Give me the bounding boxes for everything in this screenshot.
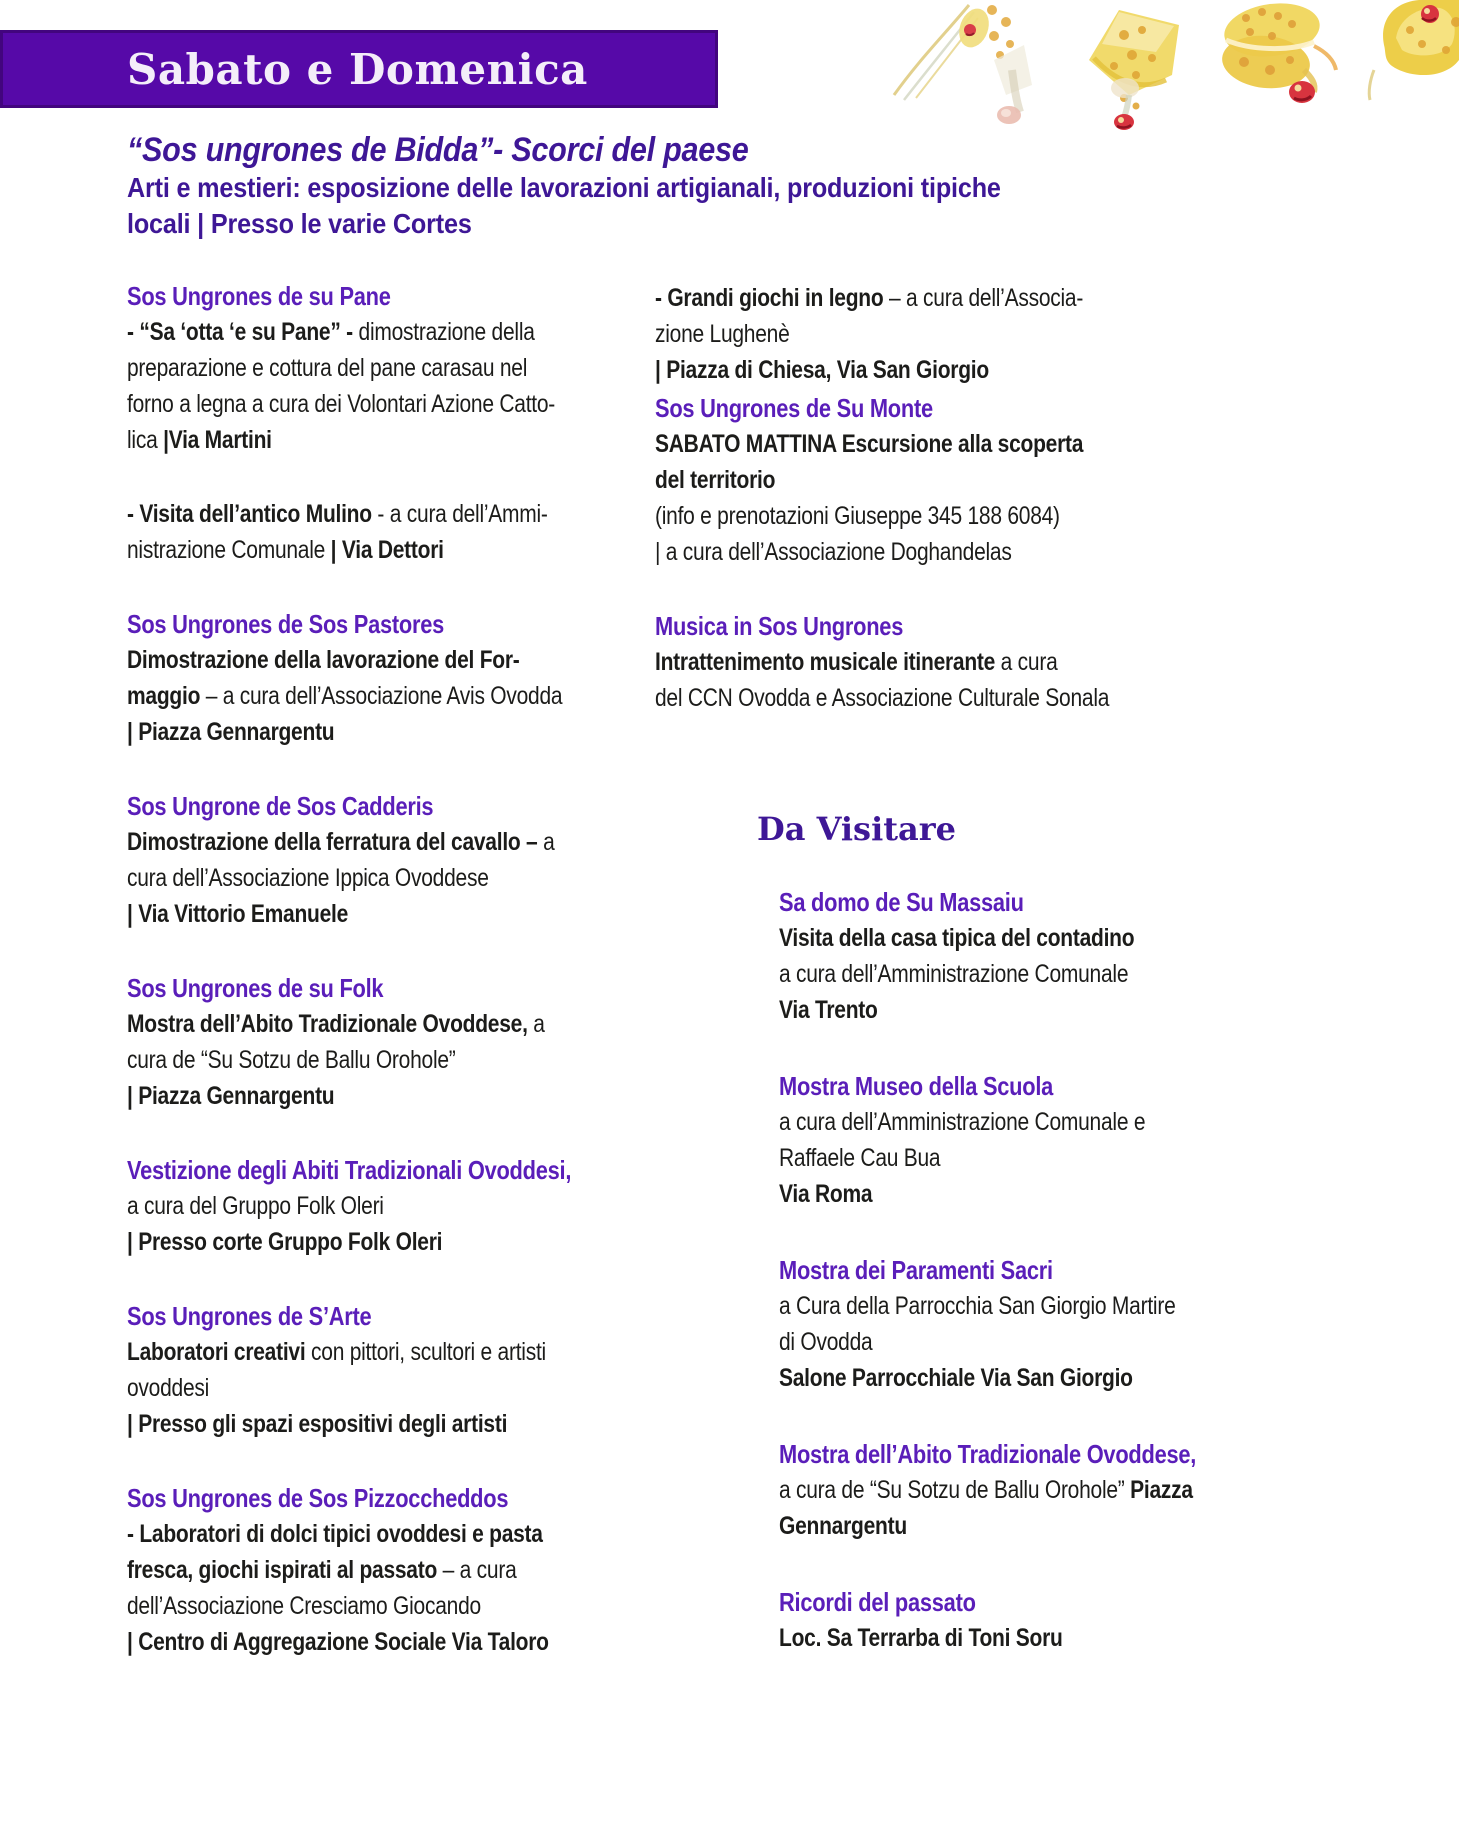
event-section: [779, 1068, 1196, 1212]
section-line: Intrattenimento musicale itinerante a cura: [655, 648, 1058, 676]
section-line: a cura del Gruppo Folk Oleri: [127, 1192, 384, 1220]
section-line: Laboratori creativi con pittori, scultori e artisti: [127, 1338, 546, 1366]
section-heading: Sos Ungrones de Sos Pizzoccheddos: [127, 1483, 509, 1513]
section-line: - Laboratori di dolci tipici ovoddesi e pasta: [127, 1520, 543, 1548]
section-heading: Sos Ungrones de su Pane: [127, 281, 391, 311]
event-section: [127, 496, 571, 568]
section-line: Raffaele Cau Bua: [779, 1144, 941, 1172]
section-heading: Sos Ungrones de Sos Pastores: [127, 609, 445, 639]
right-column: [655, 280, 1109, 754]
intro-subtitle-line2: locali | Presso le varie Cortes: [127, 208, 472, 239]
section-line: a Cura della Parrocchia San Giorgio Martire: [779, 1292, 1176, 1320]
event-section: [127, 1298, 571, 1442]
section-line: del CCN Ovodda e Associazione Culturale Sonala: [655, 684, 1110, 712]
section-line: a cura de “Su Sotzu de Ballu Orohole” Piazza: [779, 1476, 1193, 1504]
section-line: cura dell’Associazione Ippica Ovoddese: [127, 864, 489, 892]
section-line: | Presso gli spazi espositivi degli artisti: [127, 1410, 508, 1438]
section-line: di Ovodda: [779, 1328, 873, 1356]
intro-title: “Sos ungrones de Bidda”- Scorci del paese: [127, 131, 749, 169]
event-section: [655, 390, 1109, 570]
section-line: | Centro di Aggregazione Sociale Via Taloro: [127, 1628, 549, 1656]
section-heading: Sos Ungrone de Sos Cadderis: [127, 791, 434, 821]
section-line: lica |Via Martini: [127, 426, 272, 454]
section-heading: Sos Ungrones de su Folk: [127, 973, 384, 1003]
section-line: | Piazza Gennargentu: [127, 718, 335, 746]
section-line: forno a legna a cura dei Volontari Azione Catto-: [127, 390, 556, 418]
section-line: zione Lughenè: [655, 320, 790, 348]
event-section: [779, 1584, 1196, 1656]
section-line: Via Trento: [779, 996, 878, 1024]
section-line: - Visita dell’antico Mulino - a cura dell’Ammi-: [127, 500, 548, 528]
section-line: nistrazione Comunale | Via Dettori: [127, 536, 444, 564]
section-line: SABATO MATTINA Escursione alla scoperta: [655, 430, 1084, 458]
section-line: ovoddesi: [127, 1374, 210, 1402]
section-heading: Sos Ungrones de S’Arte: [127, 1301, 372, 1331]
section-line: Via Roma: [779, 1180, 873, 1208]
section-line: Mostra dell’Abito Tradizionale Ovoddese, a: [127, 1010, 545, 1038]
event-section: [779, 1436, 1196, 1544]
section-line: Dimostrazione della lavorazione del For-: [127, 646, 520, 674]
section-line: dell’Associazione Cresciamo Giocando: [127, 1592, 481, 1620]
left-column: [127, 278, 571, 1698]
section-heading: Ricordi del passato: [779, 1587, 976, 1617]
section-line: Loc. Sa Terrarba di Toni Soru: [779, 1624, 1063, 1652]
section-line: - “Sa ‘otta ‘e su Pane” - dimostrazione della: [127, 318, 535, 346]
section-line: Gennargentu: [779, 1512, 907, 1540]
section-line: a cura dell’Amministrazione Comunale: [779, 960, 1129, 988]
section-line: | Piazza Gennargentu: [127, 1082, 335, 1110]
section-heading: Sa domo de Su Massaiu: [779, 887, 1024, 917]
section-line: (info e prenotazioni Giuseppe 345 188 6084): [655, 502, 1060, 530]
section-line: del territorio: [655, 466, 776, 494]
event-section: [779, 884, 1196, 1028]
event-section: [779, 1252, 1196, 1396]
section-line: preparazione e cottura del pane carasau nel: [127, 354, 528, 382]
da-visitare-items: [779, 884, 1196, 1696]
section-heading: Vestizione degli Abiti Tradizionali Ovoddesi,: [127, 1155, 572, 1185]
day-banner: [0, 30, 718, 108]
section-heading: Sos Ungrones de Su Monte: [655, 393, 933, 423]
event-section: [127, 788, 571, 932]
section-line: Salone Parrocchiale Via San Giorgio: [779, 1364, 1133, 1392]
section-heading: Mostra Museo della Scuola: [779, 1071, 1054, 1101]
section-line: maggio – a cura dell’Associazione Avis Ovodda: [127, 682, 563, 710]
section-line: | a cura dell’Associazione Doghandelas: [655, 538, 1012, 566]
event-section: [655, 280, 1109, 388]
intro-block: [127, 130, 1001, 242]
event-section: [127, 278, 571, 458]
section-heading: Mostra dell’Abito Tradizionale Ovoddese,: [779, 1439, 1197, 1469]
watercolor-breads-illustration: [874, 0, 1459, 132]
section-line: | Piazza di Chiesa, Via San Giorgio: [655, 356, 989, 384]
section-line: - Grandi giochi in legno – a cura dell’Associa-: [655, 284, 1084, 312]
section-line: cura de “Su Sotzu de Ballu Orohole”: [127, 1046, 456, 1074]
da-visitare-title: Da Visitare: [757, 810, 956, 848]
banner-title: Sabato e Domenica: [127, 44, 588, 94]
event-section: [127, 970, 571, 1114]
event-section: [127, 606, 571, 750]
intro-subtitle-line1: Arti e mestieri: esposizione delle lavorazioni artigianali, produzioni tipiche: [127, 172, 1001, 203]
section-line: Visita della casa tipica del contadino: [779, 924, 1135, 952]
section-line: a cura dell’Amministrazione Comunale e: [779, 1108, 1146, 1136]
section-heading: Musica in Sos Ungrones: [655, 611, 904, 641]
section-line: fresca, giochi ispirati al passato – a cura: [127, 1556, 517, 1584]
section-line: | Via Vittorio Emanuele: [127, 900, 349, 928]
section-heading: Mostra dei Paramenti Sacri: [779, 1255, 1053, 1285]
event-section: [127, 1480, 571, 1660]
event-section: [655, 608, 1109, 716]
section-line: Dimostrazione della ferratura del cavallo – a: [127, 828, 555, 856]
event-section: [127, 1152, 571, 1260]
section-line: | Presso corte Gruppo Folk Oleri: [127, 1228, 443, 1256]
